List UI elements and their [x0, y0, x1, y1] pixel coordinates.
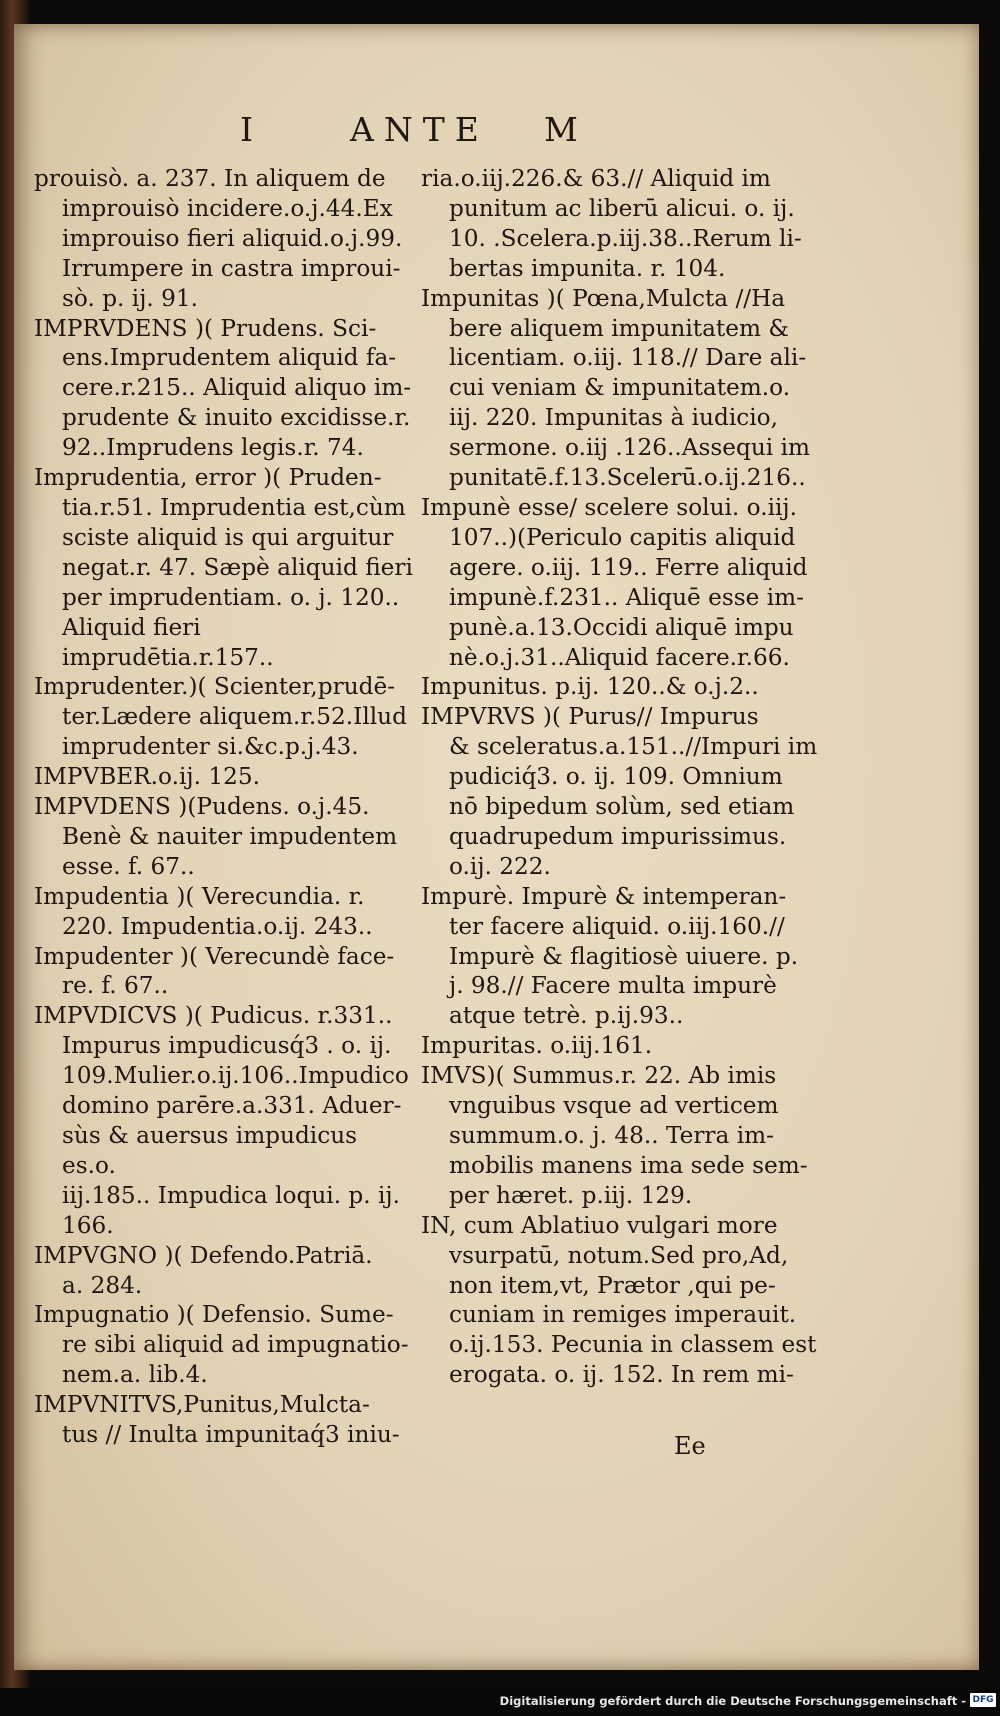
running-head-left: I: [240, 110, 264, 149]
entry: IMPVRVS )( Purus// Impurus & sceleratus.a.151..//Impuri im pudiciq́3. o. ij. 109. Omnium nō bipedum solùm, sed etiam quadrupedum impurissimus. o.ij. 222.: [421, 703, 818, 880]
entry: Impudenter )( Verecundè face- re. f. 67..: [34, 942, 395, 1000]
entry: Impuritas. o.iij.161.: [421, 1032, 653, 1060]
entry: IMVS)( Summus.r. 22. Ab imis vnguibus vsque ad verticem summum.o. j. 48.. Terra im- mobilis manens ima sede sem- per hæret. p.iij. 129.: [421, 1062, 808, 1209]
running-head-middle: ANTE: [350, 110, 489, 149]
footer-credit: Digitalisierung gefördert durch die Deutsche Forschungsgemeinschaft -: [499, 1694, 966, 1708]
entry: ria.o.iij.226.& 63.// Aliquid im punitum ac liberū alicui. o. ij. 10. .Scelera.p.iij.38..Rerum li- bertas impunita. r. 104.: [421, 165, 802, 282]
entry: IMPRVDENS )( Prudens. Sci- ens.Imprudentem aliquid fa- cere.r.215.. Aliquid aliquo im- prudente & inuito excidisse.r. 92..Imprudens legis.r. 74.: [34, 314, 412, 462]
entry: Impunitus. p.ij. 120..& o.j.2..: [421, 673, 759, 701]
dfg-logo-icon: DFG: [970, 1693, 996, 1707]
entry: Impunitas )( Pœna,Mulcta //Ha bere aliquem impunitatem & licentiam. o.iij. 118.// Dare ali- cui veniam & impunitatem.o. iij. 220. Impunitas à iudicio, sermone. o.iij .126..Assequi im punitatē.f.13.Scelerū.o.ij.216..: [421, 284, 810, 492]
right-column: [421, 164, 821, 1390]
entry: Impurè. Impurè & intemperan- ter facere aliquid. o.iij.160.// Impurè & flagitiosè uiuere. p. j. 98.// Facere multa impurè atque tetrè. p.ij.93..: [421, 882, 799, 1030]
running-head-right: M: [544, 110, 588, 149]
entry: Impunè esse/ scelere solui. o.iij. 107..)(Periculo capitis aliquid agere. o.iij. 119.. Ferre aliquid impunè.f.231.. Aliquē esse im- punè.a.13.Occidi aliquē impu nè.o.j.31..Aliquid facere.r.66.: [421, 493, 808, 671]
entry: IMPVDENS )(Pudens. o.j.45. Benè & nauiter impudentem esse. f. 67..: [34, 793, 398, 880]
entry: IN, cum Ablatiuo vulgari more vsurpatū, notum.Sed pro,Ad, non item,vt, Prætor ,qui pe- cuniam in remiges imperauit. o.ij.153. Pecunia in classem est erogata. o. ij. 152. In rem mi-: [421, 1211, 817, 1389]
catchword: Ee: [674, 1432, 706, 1460]
running-head: [14, 110, 979, 160]
entry: Imprudenter.)( Scienter,prudē- ter.Lædere aliquem.r.52.Illud imprudenter si.&c.p.j.43.: [34, 673, 407, 761]
entry: IMPVGNO )( Defendo.Patriā. a. 284.: [34, 1241, 373, 1299]
footer-bar: [0, 1688, 1000, 1716]
entry: Impudentia )( Verecundia. r. 220. Impudentia.o.ij. 243..: [34, 882, 373, 940]
entry: IMPVDICVS )( Pudicus. r.331.. Impurus impudicusq́3 . o. ij. 109.Mulier.o.ij.106..Impudico domino parēre.a.331. Aduer- sùs & auersus impudicus es.o. iij.185.. Impudica loqui. p. ij. 166.: [34, 1002, 409, 1239]
book-page: [14, 24, 979, 1670]
left-column: [34, 164, 416, 1450]
entry: prouisò. a. 237. In aliquem de improuisò incidere.o.j.44.Ex improuiso fieri aliquid.o.j.99. Irrumpere in castra improui- sò. p. ij. 91.: [34, 165, 403, 312]
entry: IMPVBER.o.ij. 125.: [34, 763, 260, 791]
entry: Impugnatio )( Defensio. Sume- re sibi aliquid ad impugnatio- nem.a. lib.4.: [34, 1301, 409, 1389]
entry: Imprudentia, error )( Pruden- tia.r.51. Imprudentia est,cùm sciste aliquid is qui arguitur negat.r. 47. Sæpè aliquid fieri per imprudentiam. o. j. 120.. Aliquid fieri imprudētia.r.157..: [34, 464, 413, 671]
entry: IMPVNITVS,Punitus,Mulcta- tus // Inulta impunitaq́3 iniu-: [34, 1391, 400, 1449]
